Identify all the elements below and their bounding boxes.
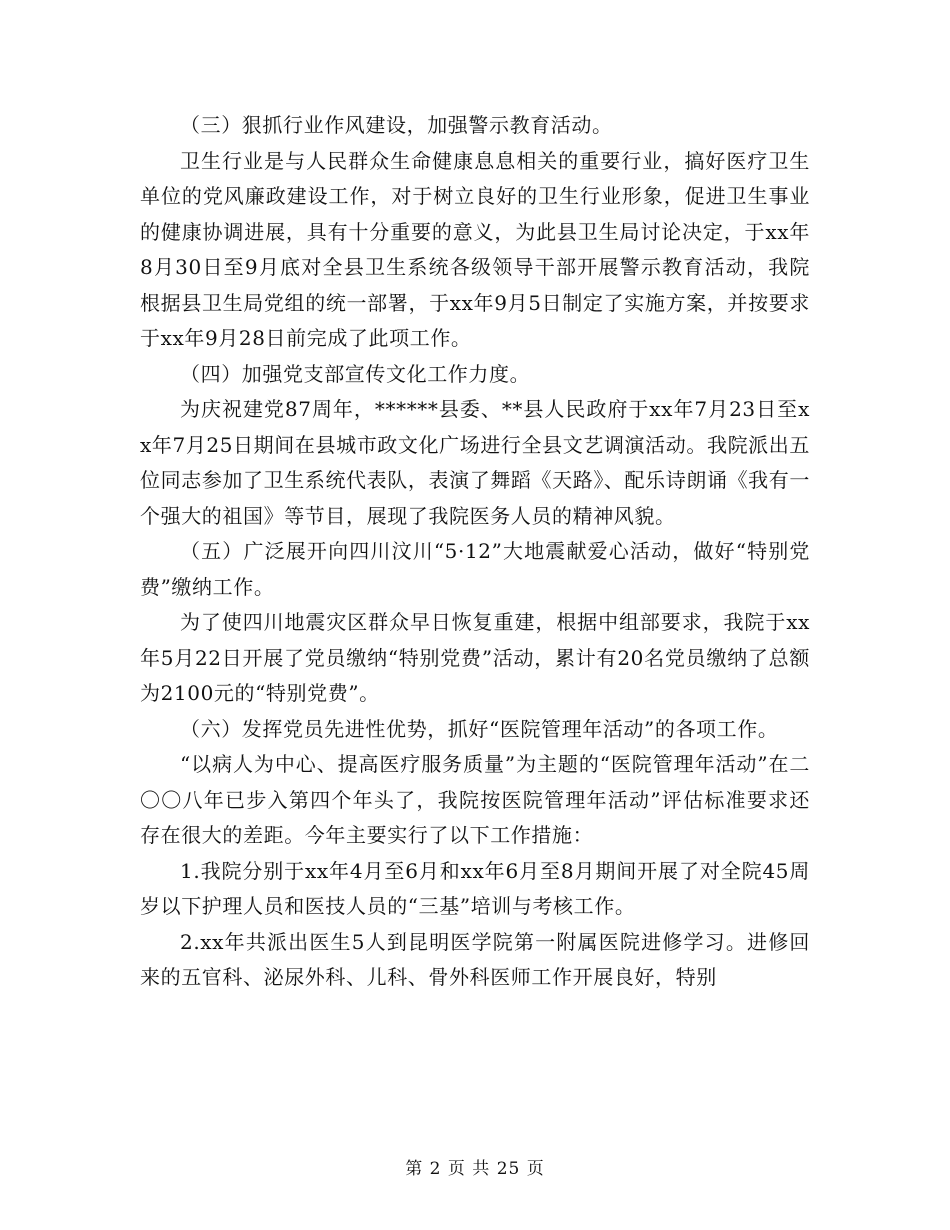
section-heading-3: （三）狠抓行业作风建设，加强警示教育活动。 (180, 113, 613, 137)
page-number-footer: 第 2 页 共 25 页 (405, 1159, 545, 1179)
paragraph: 为了使四川地震灾区群众早日恢复重建，根据中组部要求，我院于xx年5月22日开展了党员缴纳“特别党费”活动，累计有20名党员缴纳了总额为2100元的“特别党费”。 (140, 610, 810, 705)
paragraph: 为庆祝建党87周年，******县委、**县人民政府于xx年7月23日至xx年7月25日期间在县城市政文化广场进行全县文艺调演活动。我院派出五位同志参加了卫生系统代表队，表演了舞蹈《天路》、配乐诗朗诵《我有一个强大的祖国》等节目，展现了我院医务人员的精神风貌。 (140, 397, 810, 528)
paragraph: 卫生行业是与人民群众生命健康息息相关的重要行业，搞好医疗卫生单位的党风廉政建设工作，对于树立良好的卫生行业形象，促进卫生事业的健康协调进展，具有十分重要的意义，为此县卫生局讨论决定，于xx年8月30日至9月底对全县卫生系统各级领导干部开展警示教育活动，我院根据县卫生局党组的统一部署，于xx年9月5日制定了实施方案，并按要求于xx年9月28日前完成了此项工作。 (140, 148, 810, 350)
section-heading-4: （四）加强党支部宣传文化工作力度。 (180, 361, 531, 386)
list-item: 1.我院分别于xx年4月至6月和xx年6月至8月期间开展了对全院45周岁以下护理人员和医技人员的“三基”培训与考核工作。 (140, 858, 810, 918)
section-heading-6: （六）发挥党员先进性优势，抓好“医院管理年活动”的各项工作。 (180, 716, 779, 741)
list-item: 2.xx年共派出医生5人到昆明医学院第一附属医院进修学习。进修回来的五官科、泌尿外科、儿科、骨外科医师工作开展良好，特别 (140, 929, 810, 989)
section-heading-5: （五）广泛展开向四川汶川“5·12”大地震献爱心活动，做好“特别党费”缴纳工作。 (140, 539, 810, 599)
paragraph: “以病人为中心、提高医疗服务质量”为主题的“医院管理年活动”在二〇〇八年已步入第四个年头了，我院按医院管理年活动”评估标准要求还存在很大的差距。今年主要实行了以下工作措施： (140, 752, 810, 847)
document-body (140, 108, 810, 996)
